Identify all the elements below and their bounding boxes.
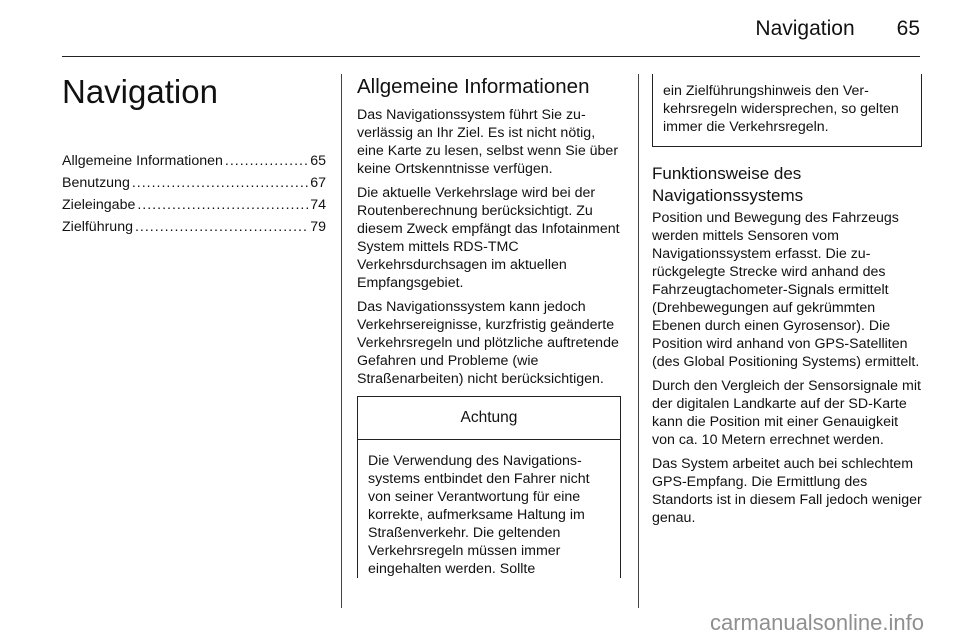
watermark: carmanualsonline.info bbox=[709, 610, 924, 635]
warning-box bbox=[357, 396, 621, 578]
warning-text: Die Verwendung des Navigationssystems entbindet den Fahrer nicht von seiner Verantwortung für eine korrekte, aufmerksame Haltung im Straßenverkehr. Die geltenden Verkehrsregeln müssen immer eingehalten werden. Sollte bbox=[368, 453, 590, 577]
toc-leader-dots bbox=[132, 172, 308, 194]
running-header bbox=[755, 17, 920, 47]
toc-page: 74 bbox=[310, 197, 326, 213]
toc-page: 65 bbox=[310, 153, 326, 169]
toc-page: 79 bbox=[310, 219, 326, 235]
page-number: 65 bbox=[896, 17, 920, 40]
column-divider-2 bbox=[638, 74, 639, 608]
section-title-general: Allgemeine Informationen bbox=[357, 75, 590, 98]
toc-label: Benutzung bbox=[62, 175, 130, 191]
function-column bbox=[652, 74, 922, 533]
chapter-title: Navigation bbox=[62, 73, 218, 110]
paragraph: Position und Bewegung des Fahrzeugs werden mittels Sensoren vom Navigationssystem erfasst. Die zurückgelegte Strecke wird anhand des Fahrzeugtachometer-Signals ermittelt (Drehbewegungen auf gekrümmten Ebenen durch einen Gyrosensor). Die Position wird anhand von GPS-Satelliten (des Global Positioning Systems) ermittelt. bbox=[652, 210, 920, 370]
toc-label: Zieleingabe bbox=[62, 197, 136, 213]
toc-entry[interactable] bbox=[62, 216, 326, 238]
chapter-column bbox=[62, 70, 326, 238]
toc-leader-dots bbox=[137, 194, 308, 216]
column-divider-1 bbox=[341, 74, 342, 608]
warning-body bbox=[358, 440, 620, 578]
toc-page: 67 bbox=[310, 175, 326, 191]
warning-title: Achtung bbox=[358, 397, 620, 440]
header-rule bbox=[62, 56, 920, 57]
toc-entry[interactable] bbox=[62, 172, 326, 194]
paragraph: Das Navigationssystem führt Sie zuverlässig an Ihr Ziel. Es ist nicht nötig, eine Karte zu lesen, selbst wenn Sie über keine Ortskenntnisse verfügen. bbox=[357, 107, 619, 177]
paragraph: Das Navigationssystem kann jedoch Verkehrsereignisse, kurzfristig geänderte Verkehrsregeln und plötzliche auftretende Gefahren und Probleme (wie Straßenarbeiten) nicht berücksichtigen. bbox=[357, 299, 619, 387]
toc-label: Allgemeine Informationen bbox=[62, 153, 223, 169]
paragraph: Das System arbeitet auch bei schlechtem GPS-Empfang. Die Ermittlung des Standorts ist in diesem Fall jedoch weniger genau. bbox=[652, 456, 922, 526]
general-info-column bbox=[357, 74, 621, 578]
paragraph: Durch den Vergleich der Sensorsignale mit der digitalen Landkarte auf der SD-Karte kann die Position mit einer Genauigkeit von ca. 10 Metern errechnet werden. bbox=[652, 378, 921, 448]
warning-box-continued bbox=[652, 74, 922, 147]
running-header-section: Navigation bbox=[755, 17, 855, 40]
toc-label: Zielführung bbox=[62, 219, 133, 235]
table-of-contents bbox=[62, 150, 326, 238]
toc-entry[interactable] bbox=[62, 150, 326, 172]
paragraph: Die aktuelle Verkehrslage wird bei der Routenberechnung berücksichtigt. Zu diesem Zweck empfängt das Infotainment System mittels RDS-TMC Verkehrsdurchsagen im aktuellen Empfangsgebiet. bbox=[357, 185, 620, 291]
toc-leader-dots bbox=[135, 216, 308, 238]
warning-text-continued: ein Zielführungshinweis den Verkehrsregeln widersprechen, so gelten immer die Verkehrsregeln. bbox=[663, 83, 899, 135]
toc-leader-dots bbox=[225, 150, 308, 172]
section-title-function: Funktionsweise des Navigationssystems bbox=[652, 164, 804, 205]
toc-entry[interactable] bbox=[62, 194, 326, 216]
